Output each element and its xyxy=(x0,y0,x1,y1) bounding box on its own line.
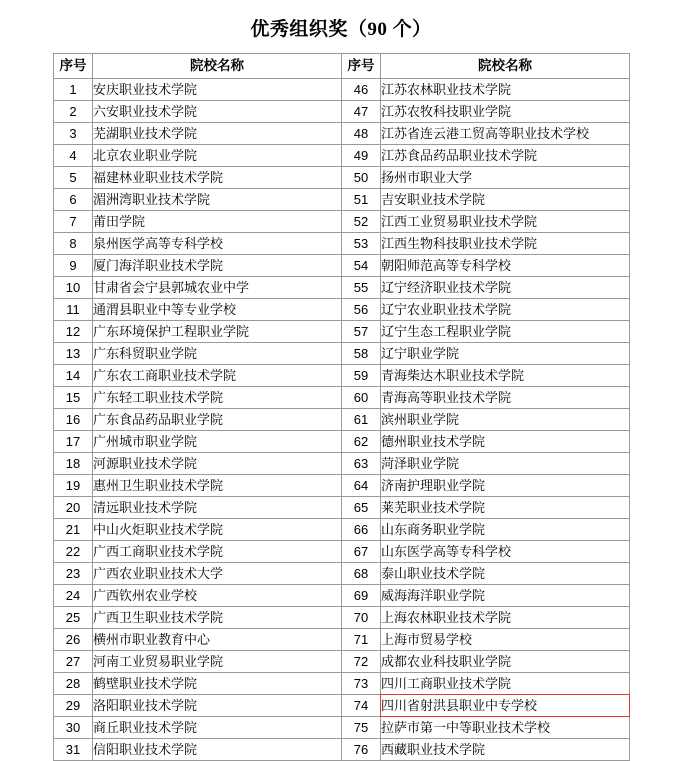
cell-no-left: 13 xyxy=(54,343,93,365)
table-body xyxy=(54,79,630,761)
cell-no-right: 61 xyxy=(342,409,381,431)
cell-name-left: 福建林业职业技术学院 xyxy=(93,167,342,189)
cell-no-right: 57 xyxy=(342,321,381,343)
cell-no-right: 46 xyxy=(342,79,381,101)
cell-no-right: 59 xyxy=(342,365,381,387)
cell-no-right: 76 xyxy=(342,739,381,761)
cell-no-left: 23 xyxy=(54,563,93,585)
table-row xyxy=(54,519,630,541)
cell-name-right: 泰山职业技术学院 xyxy=(381,563,630,585)
cell-name-left: 广西卫生职业技术学院 xyxy=(93,607,342,629)
cell-name-right: 吉安职业技术学院 xyxy=(381,189,630,211)
cell-name-left: 广东农工商职业技术学院 xyxy=(93,365,342,387)
cell-no-left: 8 xyxy=(54,233,93,255)
table-row xyxy=(54,277,630,299)
cell-name-right: 上海市贸易学校 xyxy=(381,629,630,651)
cell-name-right: 山东医学高等专科学校 xyxy=(381,541,630,563)
cell-no-left: 25 xyxy=(54,607,93,629)
cell-name-left: 惠州卫生职业技术学院 xyxy=(93,475,342,497)
cell-name-left: 洛阳职业技术学院 xyxy=(93,695,342,717)
cell-name-right: 辽宁职业学院 xyxy=(381,343,630,365)
table-row xyxy=(54,321,630,343)
table-row xyxy=(54,189,630,211)
table-row xyxy=(54,431,630,453)
cell-name-right: 扬州市职业大学 xyxy=(381,167,630,189)
cell-no-left: 17 xyxy=(54,431,93,453)
table-row xyxy=(54,497,630,519)
cell-name-left: 厦门海洋职业技术学院 xyxy=(93,255,342,277)
cell-no-left: 30 xyxy=(54,717,93,739)
cell-name-left: 广西工商职业技术学院 xyxy=(93,541,342,563)
cell-name-right: 德州职业技术学院 xyxy=(381,431,630,453)
cell-name-left: 六安职业技术学院 xyxy=(93,101,342,123)
table-row xyxy=(54,541,630,563)
table-row xyxy=(54,167,630,189)
cell-name-right: 菏泽职业学院 xyxy=(381,453,630,475)
cell-no-right: 69 xyxy=(342,585,381,607)
cell-name-right: 莱芜职业技术学院 xyxy=(381,497,630,519)
cell-no-left: 22 xyxy=(54,541,93,563)
cell-no-right: 47 xyxy=(342,101,381,123)
table-header xyxy=(54,54,630,79)
table-row xyxy=(54,739,630,761)
cell-no-right: 49 xyxy=(342,145,381,167)
cell-name-right: 江苏农牧科技职业学院 xyxy=(381,101,630,123)
cell-no-right: 73 xyxy=(342,673,381,695)
cell-no-right: 63 xyxy=(342,453,381,475)
cell-no-right: 60 xyxy=(342,387,381,409)
cell-no-left: 6 xyxy=(54,189,93,211)
table-row xyxy=(54,79,630,101)
cell-no-left: 7 xyxy=(54,211,93,233)
cell-name-left: 商丘职业技术学院 xyxy=(93,717,342,739)
cell-name-right: 青海高等职业技术学院 xyxy=(381,387,630,409)
table-row xyxy=(54,629,630,651)
table-row xyxy=(54,299,630,321)
cell-no-left: 18 xyxy=(54,453,93,475)
table-row xyxy=(54,343,630,365)
cell-no-left: 26 xyxy=(54,629,93,651)
table-row xyxy=(54,453,630,475)
table-row xyxy=(54,255,630,277)
cell-no-right: 75 xyxy=(342,717,381,739)
cell-no-right: 55 xyxy=(342,277,381,299)
cell-name-left: 泉州医学高等专科学校 xyxy=(93,233,342,255)
cell-name-right-highlighted: 四川省射洪县职业中专学校 xyxy=(381,695,630,717)
cell-no-left: 10 xyxy=(54,277,93,299)
cell-name-right: 威海海洋职业学院 xyxy=(381,585,630,607)
cell-no-right: 58 xyxy=(342,343,381,365)
cell-no-right: 48 xyxy=(342,123,381,145)
table-row xyxy=(54,365,630,387)
cell-name-left: 信阳职业技术学院 xyxy=(93,739,342,761)
cell-name-left: 清远职业技术学院 xyxy=(93,497,342,519)
table-row xyxy=(54,607,630,629)
cell-no-right: 56 xyxy=(342,299,381,321)
cell-no-right: 50 xyxy=(342,167,381,189)
cell-name-left: 鹤壁职业技术学院 xyxy=(93,673,342,695)
table-row xyxy=(54,585,630,607)
cell-name-left: 横州市职业教育中心 xyxy=(93,629,342,651)
award-table xyxy=(53,53,630,761)
cell-no-left: 20 xyxy=(54,497,93,519)
cell-name-left: 河源职业技术学院 xyxy=(93,453,342,475)
cell-name-right: 辽宁生态工程职业学院 xyxy=(381,321,630,343)
cell-name-right: 江苏农林职业技术学院 xyxy=(381,79,630,101)
cell-no-left: 12 xyxy=(54,321,93,343)
cell-no-right: 62 xyxy=(342,431,381,453)
cell-name-right: 江苏食品药品职业技术学院 xyxy=(381,145,630,167)
cell-no-right: 64 xyxy=(342,475,381,497)
cell-no-left: 31 xyxy=(54,739,93,761)
cell-name-left: 广东轻工职业技术学院 xyxy=(93,387,342,409)
cell-no-left: 28 xyxy=(54,673,93,695)
cell-name-right: 江西工业贸易职业技术学院 xyxy=(381,211,630,233)
cell-name-left: 河南工业贸易职业学院 xyxy=(93,651,342,673)
table-row xyxy=(54,233,630,255)
cell-name-right: 江西生物科技职业技术学院 xyxy=(381,233,630,255)
cell-no-left: 19 xyxy=(54,475,93,497)
table-header-row xyxy=(54,54,630,79)
cell-name-right: 江苏省连云港工贸高等职业技术学校 xyxy=(381,123,630,145)
cell-no-left: 5 xyxy=(54,167,93,189)
cell-name-left: 安庆职业技术学院 xyxy=(93,79,342,101)
cell-no-left: 15 xyxy=(54,387,93,409)
cell-no-left: 14 xyxy=(54,365,93,387)
cell-no-left: 16 xyxy=(54,409,93,431)
cell-name-left: 莆田学院 xyxy=(93,211,342,233)
cell-name-right: 西藏职业技术学院 xyxy=(381,739,630,761)
table-row xyxy=(54,211,630,233)
cell-name-left: 中山火炬职业技术学院 xyxy=(93,519,342,541)
cell-name-right: 辽宁经济职业技术学院 xyxy=(381,277,630,299)
cell-no-left: 27 xyxy=(54,651,93,673)
table-row xyxy=(54,563,630,585)
table-row xyxy=(54,387,630,409)
header-name-left: 院校名称 xyxy=(93,54,342,79)
cell-no-right: 68 xyxy=(342,563,381,585)
cell-name-left: 广东科贸职业学院 xyxy=(93,343,342,365)
cell-name-left: 广东食品药品职业学院 xyxy=(93,409,342,431)
cell-no-right: 53 xyxy=(342,233,381,255)
cell-no-left: 21 xyxy=(54,519,93,541)
page-title: 优秀组织奖（90 个） xyxy=(250,19,432,40)
cell-no-right: 52 xyxy=(342,211,381,233)
cell-name-right: 拉萨市第一中等职业技术学校 xyxy=(381,717,630,739)
cell-name-left: 芜湖职业技术学院 xyxy=(93,123,342,145)
cell-name-right: 上海农林职业技术学院 xyxy=(381,607,630,629)
cell-no-right: 71 xyxy=(342,629,381,651)
cell-name-left: 通渭县职业中等专业学校 xyxy=(93,299,342,321)
cell-name-right: 滨州职业学院 xyxy=(381,409,630,431)
cell-no-left: 1 xyxy=(54,79,93,101)
table-row xyxy=(54,475,630,497)
table-row xyxy=(54,101,630,123)
cell-no-right: 74 xyxy=(342,695,381,717)
cell-name-right: 青海柴达木职业技术学院 xyxy=(381,365,630,387)
table-row xyxy=(54,717,630,739)
table-row xyxy=(54,695,630,717)
cell-no-left: 11 xyxy=(54,299,93,321)
cell-name-left: 广西农业职业技术大学 xyxy=(93,563,342,585)
cell-name-left: 广西钦州农业学校 xyxy=(93,585,342,607)
table-row xyxy=(54,651,630,673)
table-row xyxy=(54,123,630,145)
cell-no-right: 66 xyxy=(342,519,381,541)
cell-no-left: 29 xyxy=(54,695,93,717)
cell-no-right: 70 xyxy=(342,607,381,629)
cell-name-right: 四川工商职业技术学院 xyxy=(381,673,630,695)
cell-name-right: 成都农业科技职业学院 xyxy=(381,651,630,673)
table-row xyxy=(54,409,630,431)
cell-no-left: 3 xyxy=(54,123,93,145)
cell-name-right: 山东商务职业学院 xyxy=(381,519,630,541)
table-row xyxy=(54,145,630,167)
cell-no-right: 65 xyxy=(342,497,381,519)
cell-name-left: 广东环境保护工程职业学院 xyxy=(93,321,342,343)
cell-no-right: 51 xyxy=(342,189,381,211)
header-no-left: 序号 xyxy=(54,54,93,79)
cell-no-right: 54 xyxy=(342,255,381,277)
cell-name-left: 甘肃省会宁县郭城农业中学 xyxy=(93,277,342,299)
cell-no-right: 67 xyxy=(342,541,381,563)
table-row xyxy=(54,673,630,695)
header-no-right: 序号 xyxy=(342,54,381,79)
cell-name-left: 北京农业职业学院 xyxy=(93,145,342,167)
header-name-right: 院校名称 xyxy=(381,54,630,79)
cell-no-left: 24 xyxy=(54,585,93,607)
cell-name-left: 广州城市职业学院 xyxy=(93,431,342,453)
cell-name-right: 朝阳师范高等专科学校 xyxy=(381,255,630,277)
cell-no-left: 4 xyxy=(54,145,93,167)
cell-name-right: 济南护理职业学院 xyxy=(381,475,630,497)
cell-name-left: 湄洲湾职业技术学院 xyxy=(93,189,342,211)
cell-no-left: 2 xyxy=(54,101,93,123)
cell-no-left: 9 xyxy=(54,255,93,277)
cell-name-right: 辽宁农业职业技术学院 xyxy=(381,299,630,321)
cell-no-right: 72 xyxy=(342,651,381,673)
award-table-container xyxy=(0,53,682,761)
